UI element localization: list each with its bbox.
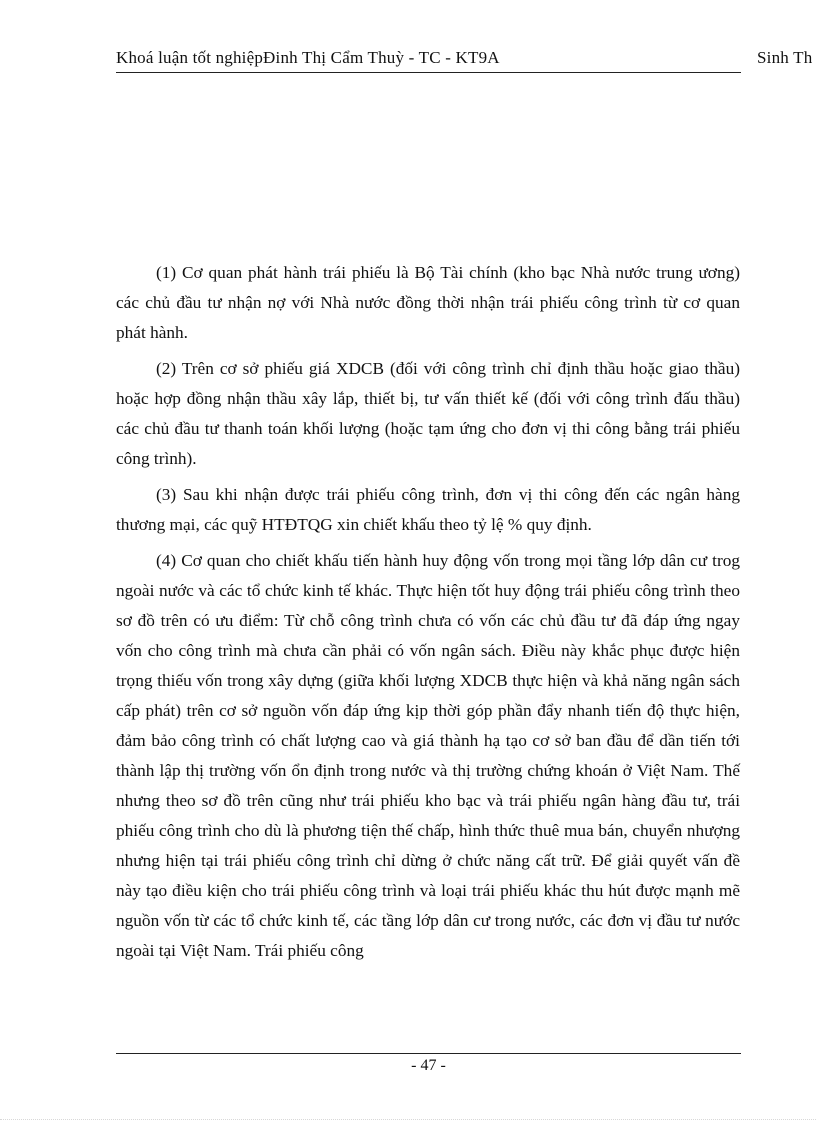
- footer-rule: [116, 1053, 741, 1054]
- paragraph-2: (2) Trên cơ sở phiếu giá XDCB (đối với công trình chỉ định thầu hoặc giao thầu) hoặc hợp đồng nhận thầu xây lắp, thiết bị, tư vấn thiết kế (đối với công trình đấu thầu) các chủ đầu tư thanh toán khối lượng (hoặc tạm ứng cho đơn vị thi công bằng trái phiếu công trình).: [116, 359, 740, 468]
- header-rule: [116, 72, 741, 73]
- page-bottom-divider: [0, 1119, 816, 1120]
- body-text: [116, 258, 740, 972]
- page-header: [116, 48, 816, 78]
- paragraph-1: (1) Cơ quan phát hành trái phiếu là Bộ Tài chính (kho bạc Nhà nước trung ương) các chủ đầu tư nhận nợ với Nhà nước đồng thời nhận trái phiếu công trình từ cơ quan phát hành.: [116, 263, 740, 342]
- paragraph-4: (4) Cơ quan cho chiết khấu tiến hành huy động vốn trong mọi tầng lớp dân cư trog ngoài nước và các tổ chức kinh tế khác. Thực hiện tốt huy động trái phiếu công trình theo sơ đồ trên có ưu điểm: Từ chỗ công trình chưa có vốn các chủ đầu tư đã đáp ứng ngay vốn cho công trình mà chưa cần phải có vốn ngân sách. Điều này khắc phục được hiện trọng thiếu vốn trong xây dựng (giữa khối lượng XDCB thực hiện và khả năng ngân sách cấp phát) trên cơ sở nguồn vốn đáp ứng kịp thời góp phần đẩy nhanh tiến độ thực hiện, đảm bảo công trình có chất lượng cao và giá thành hạ tạo cơ sở ban đầu để dần tiến tới thành lập thị trường vốn ổn định trong nước và thị trường chứng khoán ở Việt Nam. Thế nhưng theo sơ đồ trên cũng như trái phiếu kho bạc và trái phiếu ngân hàng đầu tư, trái phiếu công trình cho dù là phương tiện thế chấp, hình thức thuê mua bán, chuyển nhượng nhưng hiện tại trái phiếu công trình chỉ dừng ở chức năng cất trữ. Để giải quyết vấn đề này tạo điều kiện cho trái phiếu công trình và loại trái phiếu khác thu hút được mạnh mẽ nguồn vốn từ các tổ chức kinh tế, các tầng lớp dân cư trong nước, các đơn vị đầu tư nước ngoài tại Việt Nam. Trái phiếu công: [116, 551, 740, 960]
- page-number: - 47 -: [411, 1057, 446, 1074]
- paragraph-3: (3) Sau khi nhận được trái phiếu công trình, đơn vị thi công đến các ngân hàng thương mại, các quỹ HTĐTQG xin chiết khấu theo tỷ lệ % quy định.: [116, 485, 740, 534]
- header-author-fragment: Sinh Th: [757, 48, 813, 67]
- header-title: Khoá luận tốt nghiệpĐinh Thị Cẩm Thuỳ - TC - KT9A: [116, 48, 500, 67]
